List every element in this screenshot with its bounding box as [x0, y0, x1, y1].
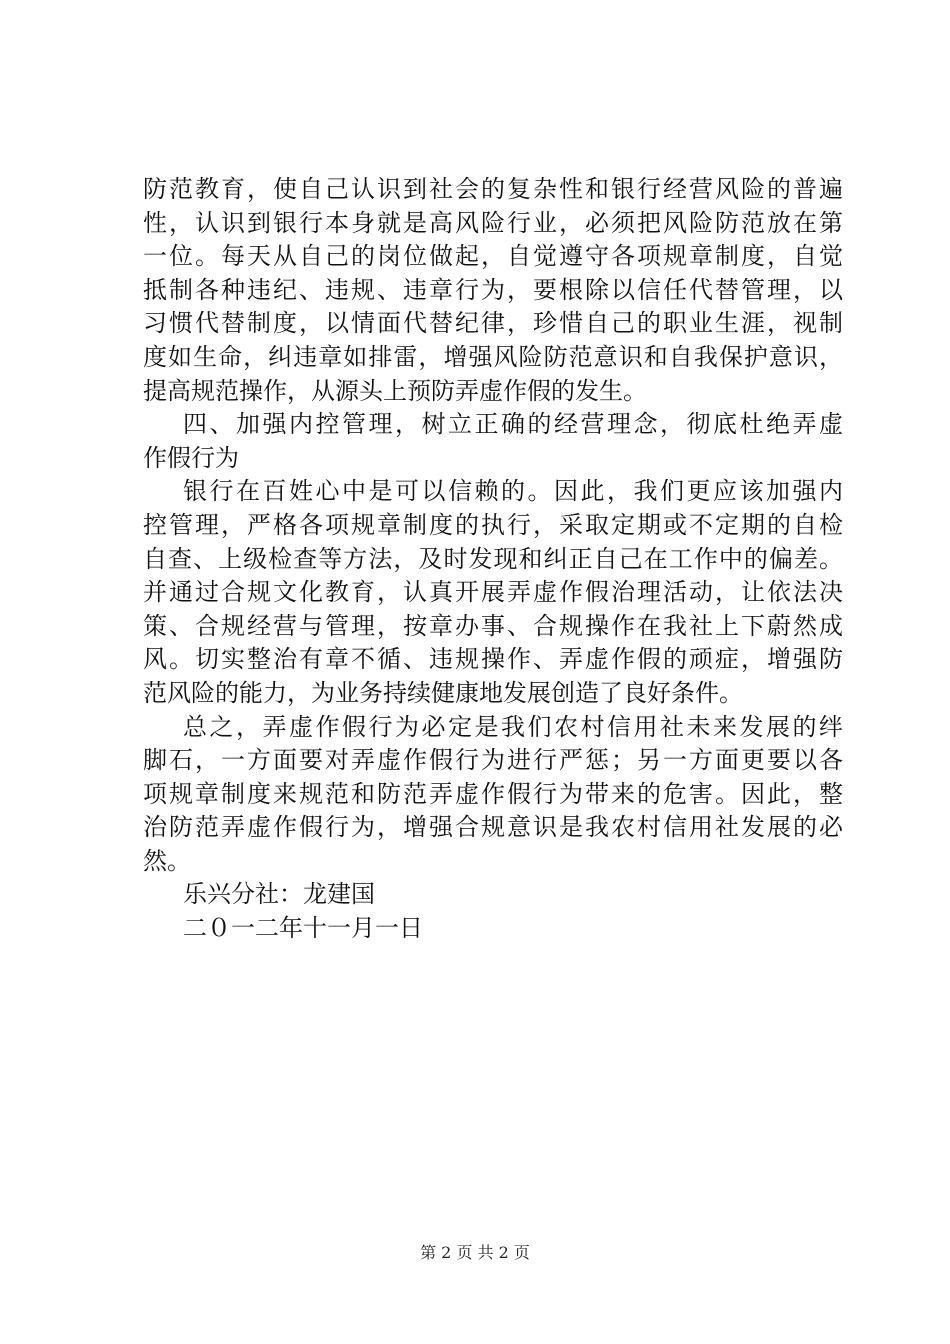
text-line: 一位。每天从自己的岗位做起，自觉遵守各项规章制度，自觉 [143, 242, 843, 271]
text-line: 抵制各种违纪、违规、违章行为，要根除以信任代替管理，以 [143, 275, 843, 304]
text-line: 项规章制度来规范和防范弄虚作假行为带来的危害。因此，整 [143, 779, 843, 808]
text-line: 策、合规经营与管理，按章办事、合规操作在我社上下蔚然成 [143, 611, 843, 640]
text-line: 自查、上级检查等方法，及时发现和纠正自己在工作中的偏差。 [143, 544, 843, 573]
text-line: 银行在百姓心中是可以信赖的。因此，我们更应该加强内 [183, 477, 843, 506]
text-line: 并通过合规文化教育，认真开展弄虚作假治理活动，让依法决 [143, 578, 843, 607]
text-line: 度如生命，纠违章如排雷，增强风险防范意识和自我保护意识， [143, 342, 843, 371]
text-line: 乐兴分社：龙建国 [183, 880, 375, 909]
page-footer: 第 2 页 共 2 页 [420, 1243, 530, 1262]
text-line: 作假行为 [143, 443, 239, 472]
text-line: 总之，弄虚作假行为必定是我们农村信用社未来发展的绊 [183, 712, 843, 741]
document-body [143, 173, 843, 946]
text-line: 性，认识到银行本身就是高风险行业，必须把风险防范放在第 [143, 208, 843, 237]
text-line: 四、加强内控管理，树立正确的经营理念，彻底杜绝弄虚 [183, 410, 843, 439]
text-line: 防范教育，使自己认识到社会的复杂性和银行经营风险的普遍 [143, 175, 843, 203]
text-line: 控管理，严格各项规章制度的执行，采取定期或不定期的自检 [143, 510, 843, 539]
text-line: 风。切实整治有章不循、违规操作、弄虚作假的顽症，增强防 [143, 645, 843, 674]
text-line: 范风险的能力，为业务持续健康地发展创造了良好条件。 [143, 678, 743, 707]
text-line: 治防范弄虚作假行为，增强合规意识是我农村信用社发展的必 [143, 813, 843, 842]
text-line: 脚石，一方面要对弄虚作假行为进行严惩；另一方面更要以各 [143, 746, 843, 775]
text-line: 二０一二年十一月一日 [183, 914, 423, 943]
text-line: 提高规范操作，从源头上预防弄虚作假的发生。 [143, 376, 647, 405]
text-line: 然。 [143, 846, 191, 875]
text-line: 习惯代替制度，以情面代替纪律，珍惜自己的职业生涯，视制 [143, 309, 843, 338]
